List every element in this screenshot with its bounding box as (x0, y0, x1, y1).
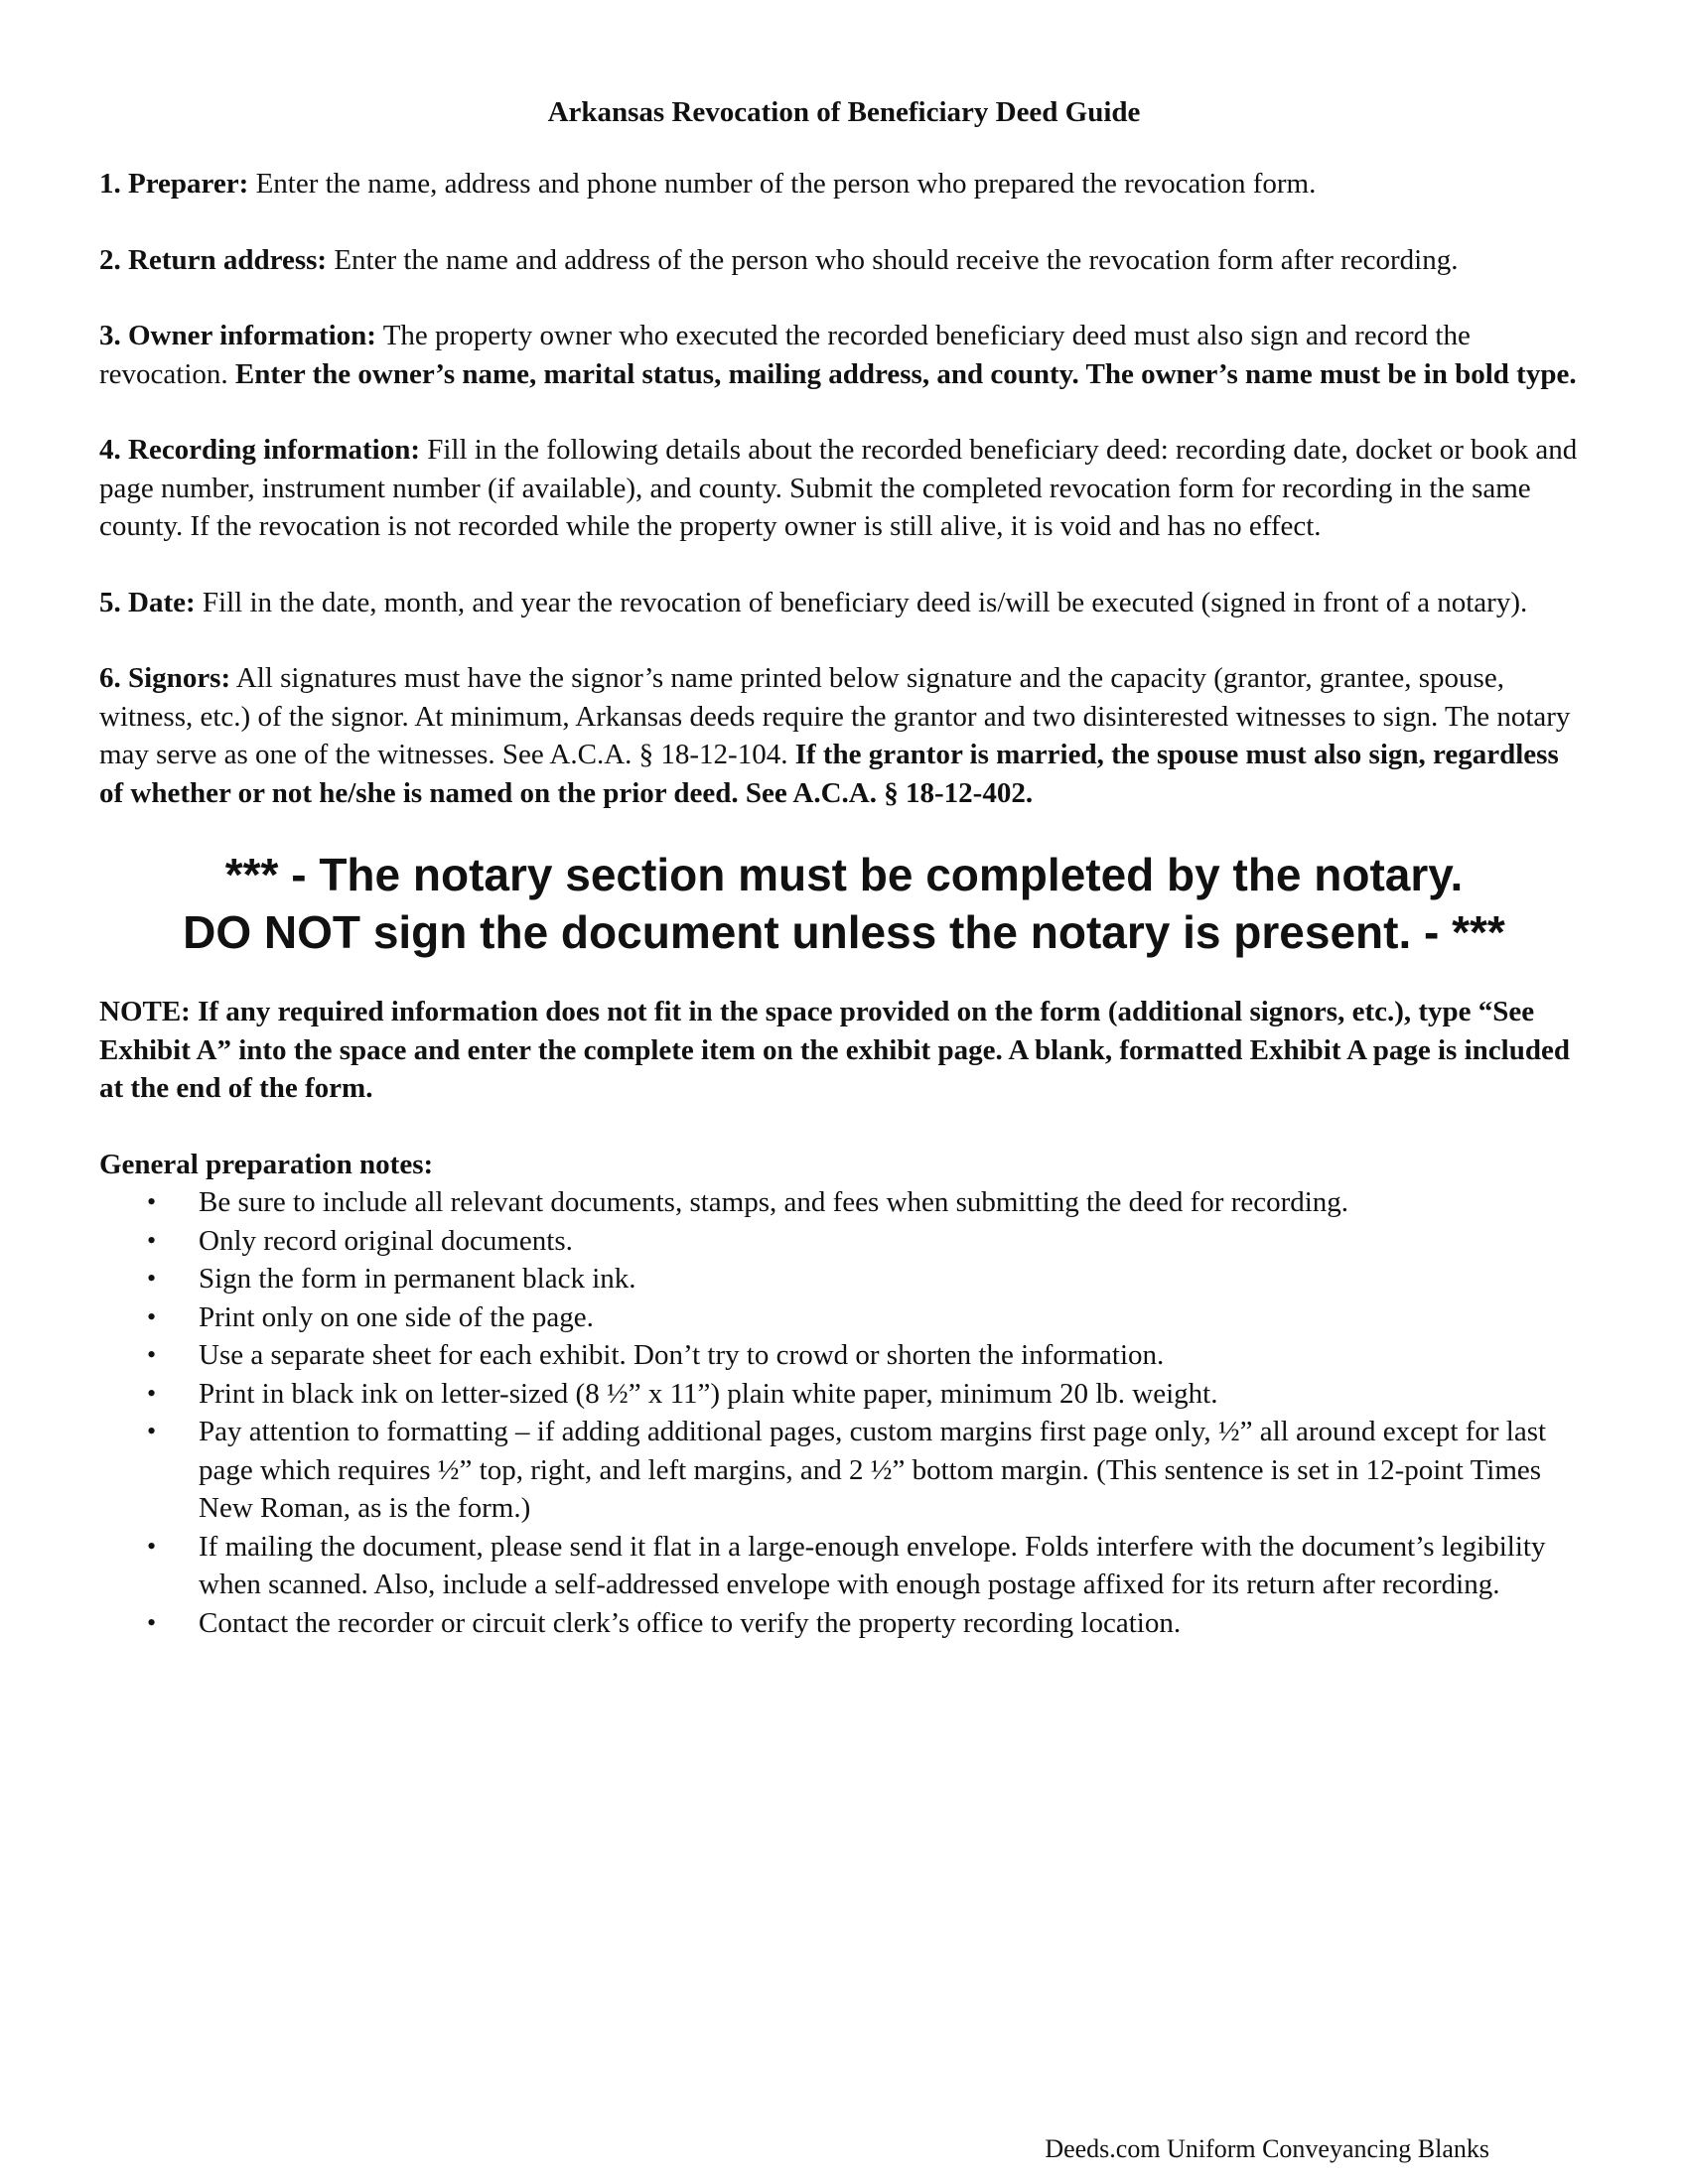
bullet-icon: • (147, 1340, 157, 1369)
bullet-icon: • (147, 1264, 157, 1293)
section-label: 6. Signors: (99, 662, 231, 694)
list-item-text: Sign the form in permanent black ink. (199, 1263, 636, 1295)
document-page (99, 95, 1589, 1642)
section-text: Fill in the date, month, and year the revocation of beneficiary deed is/will be executed (signed in front of a notary). (195, 586, 1528, 618)
section-recording-information (99, 431, 1589, 546)
bullet-icon: • (147, 1187, 157, 1216)
general-notes-list (99, 1183, 1589, 1642)
list-item-text: Contact the recorder or circuit clerk’s office to verify the property recording location. (199, 1606, 1182, 1639)
bullet-icon: • (147, 1531, 157, 1561)
list-item-text: Print only on one side of the page. (199, 1300, 594, 1333)
list-item (147, 1413, 1589, 1528)
list-item-text: Pay attention to formatting – if adding additional pages, custom margins first page only, ½” all around except for last page which requires ½” top, right, and left margins, and 2 ½” bottom margin. (This sentence is set in 12-point Times New Roman, as is the form.) (199, 1416, 1547, 1524)
list-item-text: Print in black ink on letter-sized (8 ½” x 11”) plain white paper, minimum 20 lb. weight. (199, 1377, 1218, 1410)
list-item-text: Be sure to include all relevant documents, stamps, and fees when submitting the deed for recording. (199, 1186, 1349, 1218)
list-item (147, 1375, 1589, 1414)
section-label: 3. Owner information: (99, 320, 376, 351)
section-signors (99, 659, 1589, 812)
bullet-icon: • (147, 1607, 157, 1637)
section-text: All signatures must have the signor’s name printed below signature and the capacity (grantor, grantee, spouse, witness, etc.) of the signor. At minimum, Arkansas deeds require the grantor and two disinterested witnesses to sign. The notary may serve as one of the witnesses. See A.C.A. § 18-12-104. (99, 662, 1571, 770)
section-text: Enter the name, address and phone number of the person who prepared the revocation form. (248, 168, 1317, 200)
list-item-text: Use a separate sheet for each exhibit. Don’t try to crowd or shorten the information. (199, 1339, 1165, 1371)
bullet-icon: • (147, 1417, 157, 1445)
list-item (147, 1298, 1589, 1337)
section-bold-text: If the grantor is married, the spouse must also sign, regardless of whether or not he/she is named on the prior deed. See A.C.A. § 18-12-402. (99, 739, 1559, 809)
list-item (147, 1336, 1589, 1375)
section-date (99, 584, 1589, 622)
section-label: 4. Recording information: (99, 434, 420, 466)
section-text: Enter the name and address of the person who should receive the revocation form after recording. (327, 243, 1459, 276)
exhibit-note: NOTE: If any required information does not fit in the space provided on the form (additional signors, etc.), type “See Exhibit A” into the space and enter the complete item on the exhibit page. A blank, formatted Exhibit A page is included at the end of the form. (99, 996, 1570, 1104)
section-label: 5. Date: (99, 586, 196, 618)
bullet-icon: • (147, 1225, 157, 1255)
section-preparer (99, 165, 1589, 204)
page-footer: Deeds.com Uniform Conveyancing Blanks (1045, 2134, 1489, 2163)
notary-warning-line-1: *** - The notary section must be completed by the notary. (224, 849, 1464, 900)
document-title: Arkansas Revocation of Beneficiary Deed Guide (547, 96, 1141, 128)
bullet-icon: • (147, 1301, 157, 1331)
section-owner-information (99, 317, 1589, 393)
section-label: 1. Preparer: (99, 168, 249, 200)
list-item (147, 1260, 1589, 1298)
list-item (147, 1604, 1589, 1643)
list-item-text: If mailing the document, please send it flat in a large-enough envelope. Folds interfere with the document’s legibility when scanned. Also, include a self-addressed envelope with enough postage affixed for its return after recording. (199, 1530, 1546, 1600)
notary-warning (99, 846, 1589, 961)
list-item-text: Only record original documents. (199, 1224, 573, 1257)
section-label: 2. Return address: (99, 243, 328, 276)
list-item (147, 1528, 1589, 1604)
list-item (147, 1183, 1589, 1222)
section-text: Fill in the following details about the recorded beneficiary deed: recording date, docket or book and page number, instrument number (if available), and county. Submit the completed revocation form for recording in the same county. If the revocation is not recorded while the property owner is still alive, it is void and has no effect. (99, 434, 1578, 542)
section-text: The property owner who executed the recorded beneficiary deed must also sign and record the revocation. (99, 320, 1471, 390)
list-item (147, 1222, 1589, 1261)
general-notes-heading: General preparation notes: (99, 1148, 434, 1180)
bullet-icon: • (147, 1378, 157, 1408)
notary-warning-line-2: DO NOT sign the document unless the notary is present. - *** (183, 906, 1505, 958)
section-return-address (99, 241, 1589, 280)
section-bold-text: Enter the owner’s name, marital status, mailing address, and county. The owner’s name must be in bold type. (234, 357, 1577, 390)
